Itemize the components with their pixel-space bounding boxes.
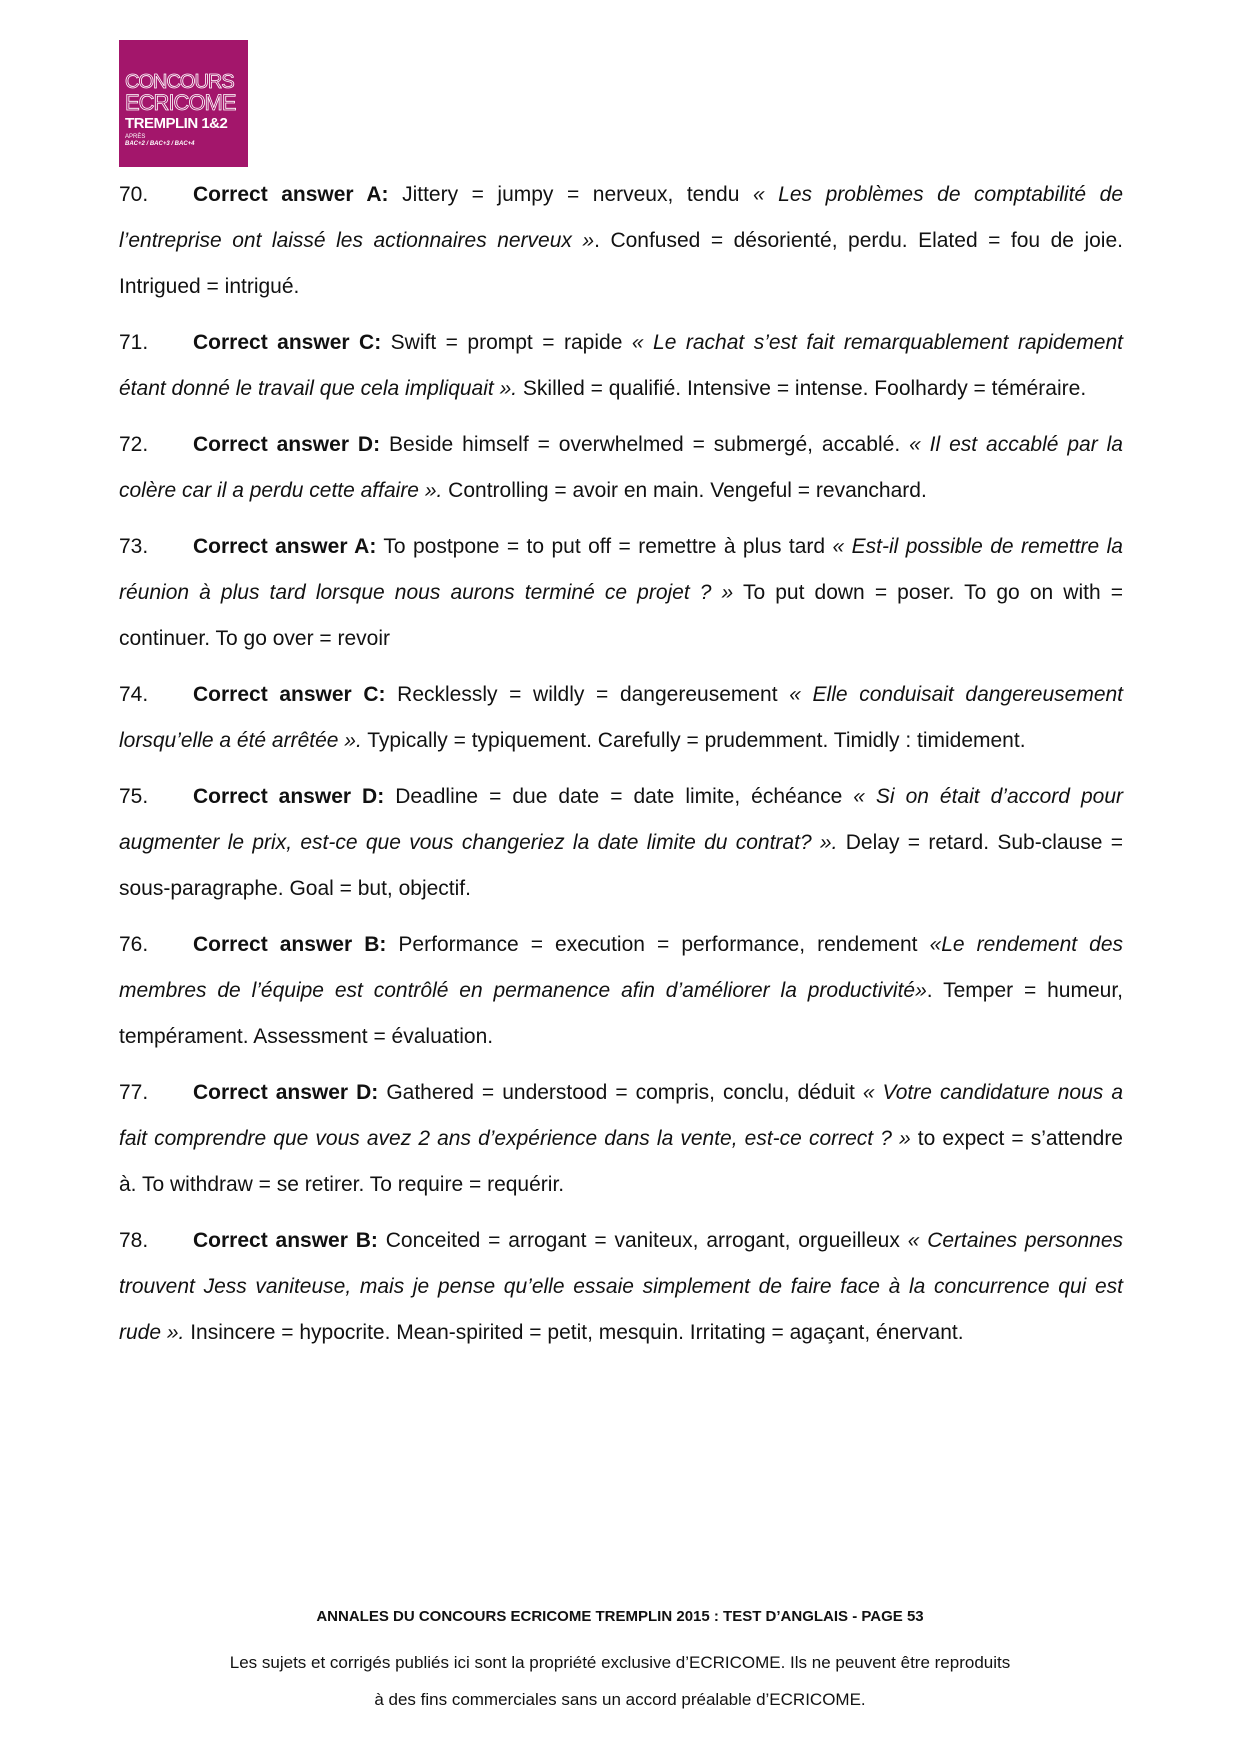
answer-number: 77. <box>119 1081 149 1104</box>
answer-alternatives: Controlling = avoir en main. Vengeful = revanchard. <box>442 479 927 502</box>
answer-alternatives: To put down = poser. To go on with = continuer. To go over = revoir <box>119 581 1123 650</box>
answer-entry-73 <box>119 524 1123 662</box>
answer-number: 72. <box>119 433 149 456</box>
answer-number: 70. <box>119 183 149 206</box>
footer-copyright-line-2: à des fins commerciales sans un accord préalable d’ECRICOME. <box>374 1690 866 1709</box>
footer-copyright-line-1: Les sujets et corrigés publiés ici sont la propriété exclusive d’ECRICOME. Ils ne peuvent être reproduits <box>229 1653 1011 1672</box>
answer-alternatives: Insincere = hypocrite. Mean-spirited = petit, mesquin. Irritating = agaçant, énervant. <box>184 1321 964 1344</box>
logo-line-bac: BAC+2 / BAC+3 / BAC+4 <box>125 141 195 147</box>
answer-number: 78. <box>119 1229 149 1252</box>
answer-definition: Deadline = due date = date limite, échéance <box>384 785 854 808</box>
answer-entry-71 <box>119 320 1123 412</box>
ecricome-logo <box>119 40 248 167</box>
answer-entry-78 <box>119 1218 1123 1356</box>
answer-label: Correct answer B: <box>193 1229 378 1252</box>
answer-number: 75. <box>119 785 149 808</box>
answer-definition: Performance = execution = performance, rendement <box>386 933 930 956</box>
answer-example-quote: « Il est accablé par la colère car il a perdu cette affaire ». <box>119 433 1123 502</box>
answer-label: Correct answer D: <box>193 785 385 808</box>
answer-definition: To postpone = to put off = remettre à plus tard <box>376 535 833 558</box>
answer-definition: Gathered = understood = compris, conclu, déduit <box>378 1081 863 1104</box>
answer-entry-77 <box>119 1070 1123 1208</box>
footer-title: ANNALES DU CONCOURS ECRICOME TREMPLIN 2015 : TEST D’ANGLAIS - PAGE 53 <box>316 1608 924 1625</box>
answer-entry-75 <box>119 774 1123 912</box>
answer-number: 71. <box>119 331 149 354</box>
answer-entry-72 <box>119 422 1123 514</box>
answer-alternatives: Typically = typiquement. Carefully = prudemment. Timidly : timidement. <box>361 729 1026 752</box>
answer-alternatives: . Confused = désorienté, perdu. Elated = fou de joie. Intrigued = intrigué. <box>119 229 1123 298</box>
answer-entry-70 <box>119 172 1123 310</box>
answer-example-quote: « Certaines personnes trouvent Jess vaniteuse, mais je pense qu’elle essaie simplement de faire face à la concurrence qui est rude ». <box>119 1229 1124 1344</box>
answer-number: 73. <box>119 535 149 558</box>
answer-definition: Jittery = jumpy = nerveux, tendu <box>388 183 753 206</box>
answer-number: 74. <box>119 683 149 706</box>
answer-label: Correct answer D: <box>193 1081 379 1104</box>
answer-label: Correct answer A: <box>193 183 389 206</box>
logo-line-ecricome: ECRICOME <box>125 90 236 115</box>
answer-definition: Conceited = arrogant = vaniteux, arrogant, orgueilleux <box>377 1229 908 1252</box>
answer-number: 76. <box>119 933 149 956</box>
answer-alternatives: Skilled = qualifié. Intensive = intense. Foolhardy = téméraire. <box>517 377 1087 400</box>
answer-entry-74 <box>119 672 1123 764</box>
answer-label: Correct answer A: <box>193 535 377 558</box>
answer-alternatives: to expect = s’attendre à. To withdraw = se retirer. To require = requérir. <box>119 1127 1123 1196</box>
answer-definition: Beside himself = overwhelmed = submergé, accablé. <box>380 433 910 456</box>
answer-alternatives: Delay = retard. Sub-clause = sous-paragraphe. Goal = but, objectif. <box>119 831 1123 900</box>
answer-definition: Recklessly = wildly = dangereusement <box>385 683 790 706</box>
answer-example-quote: «Le rendement des membres de l’équipe est contrôlé en permanence afin d’améliorer la productivité» <box>119 933 1123 1002</box>
answer-label: Correct answer B: <box>193 933 387 956</box>
answer-entry-76 <box>119 922 1123 1060</box>
answer-example-quote: « Elle conduisait dangereusement lorsqu’elle a été arrêtée ». <box>119 683 1124 752</box>
answer-definition: Swift = prompt = rapide <box>381 331 632 354</box>
logo-line-concours: CONCOURS <box>125 71 234 93</box>
answer-example-quote: « Votre candidature nous a fait comprendre que vous avez 2 ans d’expérience dans la vente, est-ce correct ? » <box>119 1081 1123 1150</box>
answer-list <box>119 172 1123 1366</box>
answer-example-quote: « Si on était d’accord pour augmenter le prix, est-ce que vous changeriez la date limite du contrat? ». <box>119 785 1123 854</box>
answer-label: Correct answer C: <box>193 331 382 354</box>
logo-line-tremplin: TREMPLIN 1&2 <box>125 115 228 132</box>
answer-example-quote: « Le rachat s’est fait remarquablement rapidement étant donné le travail que cela impliquait ». <box>119 331 1123 400</box>
logo-line-apres: APRÈS <box>125 134 146 140</box>
answer-alternatives: . Temper = humeur, tempérament. Assessment = évaluation. <box>119 979 1123 1048</box>
answer-example-quote: « Les problèmes de comptabilité de l’entreprise ont laissé les actionnaires nerveux » <box>119 183 1123 252</box>
answer-example-quote: « Est-il possible de remettre la réunion à plus tard lorsque nous aurons terminé ce projet ? » <box>119 535 1123 604</box>
answer-label: Correct answer C: <box>193 683 386 706</box>
answer-label: Correct answer D: <box>193 433 381 456</box>
